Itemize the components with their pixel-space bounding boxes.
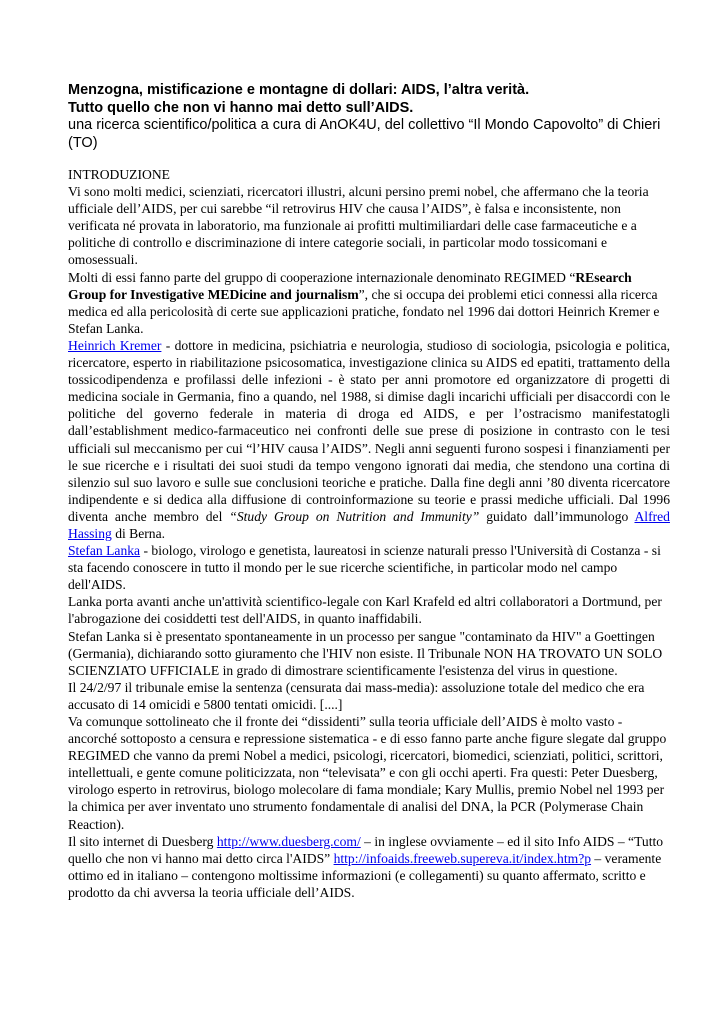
links-paragraph: Il sito internet di Duesberg http://www.duesberg.com/ – in inglese ovviamente – ed il sito Info AIDS – “Tutto quello che non vi hanno mai detto circa l'AIDS” http://infoaids.freeweb.supereva.it/index.htm?p – veramente ottimo ed in italiano – contengono moltissime informazioni (e collegamenti) su quanto affermato, scritto e prodotto da chi avversa la teoria ufficiale dell’AIDS.	[68, 833, 664, 900]
regimed-fullname: REsearch Group for Investigative MEDicine and journalism	[68, 269, 632, 302]
intro-paragraph: Vi sono molti medici, scienziati, ricercatori illustri, alcuni persino premi nobel, che affermano che la teoria ufficiale dell’AIDS, per cui sarebbe “il retrovirus HIV che causa l’AIDS”, è falsa e inconsistente, non verificata né provata in laboratorio, ma funzionale ai profitti multimiliardari delle case farmaceutiche e a politiche di controllo e discriminazione di intere categorie sociali, in particolar modo tossicomani e omosessuali.	[68, 184, 649, 268]
verdict-paragraph: Il 24/2/97 il tribunale emise la sentenza (censurata dai mass-media): assoluzione totale del medico che era accusato di 14 omicidi e 5800 tentati omicidi. [....]	[68, 679, 645, 712]
lanka-paragraph-3: Stefan Lanka si è presentato spontaneamente in un processo per sangue "contaminato da HIV" a Goettingen (Germania), dichiarando sotto giuramento che l'HIV non esiste. Il Tribunale NON HA TROVATO UN SOLO SCIENZIATO UFFICIALE in grado di dimostrare scientificamente l'esistenza del virus in questione.	[68, 628, 663, 678]
title-line-1: Menzogna, mistificazione e montagne di dollari: AIDS, l’altra verità.	[68, 82, 530, 98]
title-line-2: Tutto quello che non vi hanno mai detto sull’AIDS.	[68, 99, 414, 116]
dissidents-paragraph: Va comunque sottolineato che il fronte dei “dissidenti” sulla teoria ufficiale dell’AIDS è molto vasto - ancorché sottoposto a censura e repressione sistematica - e di esso fanno parte anche figure slegate dal gruppo REGIMED che vanno da premi Nobel a medici, psicologi, ricercatori, biomedici, scienziati, politici, scrittori, intellettuali, e gente comune politicizzata, non “televisata” e con gli occhi aperti. Fra questi: Peter Duesberg, virologo esperto in retrovirus, biologo molecolare di fama mondiale; Kary Mullis, premio Nobel nel 1993 per la chimica per aver inventato uno strumento fondamentale di analisi del DNA, la PCR (Polymerase Chain Reaction).	[68, 714, 667, 832]
subtitle: una ricerca scientifico/politica a cura di AnOK4U, del collettivo “Il Mondo Capovolto” di Chieri (TO)	[68, 117, 661, 151]
link-infoaids-site[interactable]: http://infoaids.freeweb.supereva.it/index.htm?p	[333, 850, 592, 866]
document-body	[68, 166, 670, 901]
link-alfred-hassing[interactable]: Alfred Hassing	[68, 508, 670, 541]
kremer-paragraph: Heinrich Kremer - dottore in medicina, psichiatria e neurologia, studioso di sociologia, psicologia e politica, ricercatore, esperto in riabilitazione psicosomatica, investigazione clinica su AIDS ed epatiti, trattamento della tossicodipendenza e profilassi delle infezioni - è stato per anni promotore ed organizzatore di progetti di medicina sociale in Germania, fino a quando, nel 1988, si dimise dagli incarichi ufficiali per disaccordi con le politiche del governo federale in materia di droga ed AIDS, e per l’ostracismo manifestatogli dall’establishment medico-farmaceutico nei confronti delle sue prese di posizione in contrasto con le tesi ufficiali sul meccanismo per cui “l’HIV causa l’AIDS”. Negli anni seguenti furono sospesi i finanziamenti per le sue ricerche e i risultati dei suoi studi da tempo vengono ignorati dai media, che stendono una cortina di silenzio sul suo lavoro e sulle sue conclusioni teoriche e pratiche. Dalla fine degli anni ’80 diventa ricercatore indipendente e si dedica alla diffusione di controinformazione su teorie e prassi mediche ufficiali. Dal 1996 diventa anche membro del “Study Group on Nutrition and Immunity” guidato dall’immunologo Alfred Hassing di Berna.	[68, 337, 670, 541]
section-heading: INTRODUZIONE	[68, 167, 170, 182]
link-duesberg-site[interactable]: http://www.duesberg.com/	[216, 833, 361, 849]
lanka-paragraph-2: Lanka porta avanti anche un'attività scientifico-legale con Karl Krafeld ed altri collaboratori a Dortmund, per l'abrogazione dei cosiddetti test dell'AIDS, in quanto inaffidabili.	[68, 594, 662, 627]
link-heinrich-kremer[interactable]: Heinrich Kremer	[68, 337, 162, 353]
lanka-paragraph: Stefan Lanka - biologo, virologo e genetista, laureatosi in scienze naturali presso l'Università di Costanza - si sta facendo conoscere in tutto il mondo per le sue ricerche scientifiche, in particolar modo nel campo dell'AIDS.	[68, 543, 661, 593]
link-stefan-lanka[interactable]: Stefan Lanka	[68, 543, 141, 559]
regimed-paragraph: Molti di essi fanno parte del gruppo di cooperazione internazionale denominato REGIMED “REsearch Group for Investigative MEDicine and journalism”, che si occupa dei problemi etici connessi alla ricerca medica ed alla pericolosità di certe sue applicazioni pratiche, fondato nel 1996 dai dottori Heinrich Kremer e Stefan Lanka.	[68, 269, 660, 336]
document-header	[68, 82, 670, 152]
